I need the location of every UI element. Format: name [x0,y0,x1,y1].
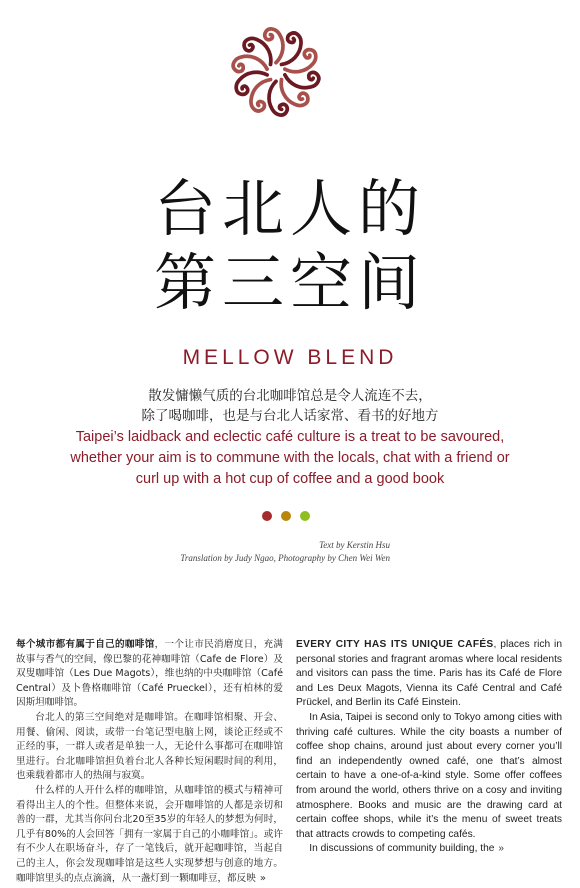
swirl-petal [232,52,270,80]
zh-paragraph-1-text: ，一个让市民消磨度日，充满故事与香气的空间，像巴黎的花神咖啡馆（Cafe de Flore）及双叟咖啡馆（Les Due Magots），维也纳的中央咖啡馆（Café Central）及卜鲁格咖啡馆（Café Prueckel），还有柏林的爱因斯坦咖啡馆。 [16,639,284,709]
credit-translation-photo: Translation by Judy Ngao, Photography by Chen Wei Wen [180,553,390,563]
en-paragraph-1 [296,638,562,711]
continue-arrow-icon: » [259,872,266,884]
dot-red-icon [262,511,272,521]
swirl-logo-icon [220,16,332,128]
credit-text: Text by Kerstin Hsu [319,540,390,550]
body-column-en [296,638,562,857]
zh-paragraph-1 [16,638,283,711]
zh-paragraph-2: 台北人的第三空间绝对是咖啡馆。在咖啡馆相聚、开会、用餐、偷闲、阅读，或带一台笔记型电脑上网，谈论正经或不正经的事，一群人或者是单独一人，无论什么事都可在咖啡馆里进行。台北咖啡馆担负着台北人各种长短闲暇时间的利用，也乘载着都市人的热闹与寂寞。 [16,711,283,782]
zh-paragraph-3 [16,784,283,886]
subtitle-zh-line-2: 除了喝咖啡，也是与台北人话家常、看书的好地方 [141,408,439,424]
title-en: MELLOW BLEND [182,346,398,369]
dot-gold-icon [281,511,291,521]
title-zh-line-2: 第三空间 [153,246,426,319]
en-paragraph-1-text: , places rich in personal stories and fragrant aromas where local residents and visitors can pass the time. Paris has its Café de Flore and Les Deux Magots, Vienna its Café Central and Café Prückel, and Berlin its Café Einstein. [296,639,562,709]
title-zh-line-1: 台北人的 [153,172,426,245]
en-paragraph-2: In Asia, Taipei is second only to Tokyo among cities with thriving café cultures. While the city boasts a number of coffee shop chains, around just about every corner you’ll find an independently owned café, one that’s almost certain to have a one-of-a-kind style. Some offer coffees from around the world, others thrive on a cosy and inviting atmosphere. Books and music are the drawing card at certain coffee shops, while it’s the menu of sweet treats that attracts crowds to competing cafés. [296,711,562,840]
zh-paragraph-3-text: 什么样的人开什么样的咖啡馆，从咖啡馆的模式与精神可看得出主人的个性。但整体来说，会开咖啡馆的人都是亲切和善的一群，尤其当你问台北20至35岁的年轻人的梦想为何时，几乎有80%的人会回答「拥有一家属于自己的小咖啡馆」。或许有不少人在职场奋斗，存了一笔钱后，就开起咖啡馆，当起自己的主人，你会发现咖啡馆是这些人实现梦想与创意的地方。咖啡馆里头的点点滴滴，从一盏灯到一颗咖啡豆，都反映 [16,784,283,884]
en-lead-in: EVERY CITY HAS ITS UNIQUE CAFÉS [296,639,494,650]
zh-lead-in: 每个城市都有属于自己的咖啡馆 [16,639,155,650]
swirl-petal [283,64,321,92]
subtitle-en-line-2: whether your aim is to commune with the locals, chat with a friend or [70,450,510,466]
en-paragraph-3 [296,842,562,857]
en-paragraph-3-text: In discussions of community building, the [309,843,495,855]
subtitle-zh-line-1: 散发慵懒气质的台北咖啡馆总是令人流连不去， [148,388,432,404]
subtitle-en-line-1: Taipei’s laidback and eclectic café culture is a treat to be savoured, [75,429,505,445]
continue-arrow-icon: » [498,843,504,855]
subtitle-en-line-3: curl up with a hot cup of coffee and a good book [135,471,445,487]
dot-green-icon [300,511,310,521]
body-column-zh [16,638,283,886]
